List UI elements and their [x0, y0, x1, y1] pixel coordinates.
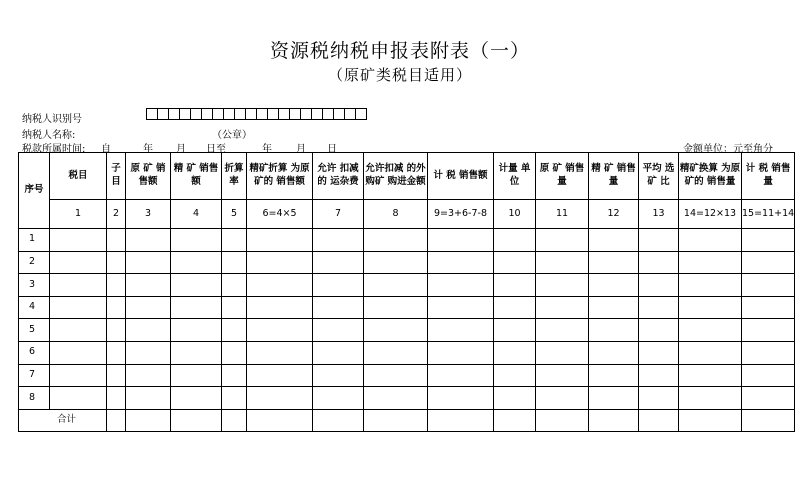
input-cell[interactable] [639, 341, 679, 364]
period-label: 税款所属时间: [22, 144, 86, 155]
column-header-text: 精 矿 销售量 [591, 163, 636, 187]
input-cell[interactable] [50, 319, 107, 342]
input-cell[interactable] [742, 251, 795, 274]
input-cell[interactable] [679, 387, 742, 410]
column-number: 14=12×13 [679, 200, 742, 229]
input-cell[interactable] [50, 251, 107, 274]
input-cell[interactable] [222, 319, 247, 342]
table-row [19, 296, 795, 319]
input-cell[interactable] [364, 387, 428, 410]
total-cell[interactable] [679, 409, 742, 432]
total-cell[interactable] [742, 409, 795, 432]
input-cell[interactable] [126, 341, 171, 364]
input-cell[interactable] [222, 229, 247, 252]
input-cell[interactable] [639, 387, 679, 410]
input-cell[interactable] [742, 296, 795, 319]
column-header [50, 153, 107, 200]
input-cell[interactable] [589, 319, 639, 342]
row-number: 1 [19, 229, 50, 252]
input-cell[interactable] [639, 364, 679, 387]
input-cell[interactable] [536, 364, 589, 387]
total-cell[interactable] [171, 409, 222, 432]
page-subtitle: （原矿类税目适用） [327, 66, 472, 84]
input-cell[interactable] [313, 274, 364, 297]
total-cell[interactable] [222, 409, 247, 432]
taxpayer-id-boxes[interactable] [146, 108, 366, 120]
input-cell[interactable] [679, 274, 742, 297]
input-cell[interactable] [742, 319, 795, 342]
column-header-text: 原 矿 销售量 [539, 163, 585, 187]
input-cell[interactable] [364, 274, 428, 297]
column-header [107, 153, 126, 200]
column-number: 10 [494, 200, 536, 229]
input-cell[interactable] [107, 296, 126, 319]
input-cell[interactable] [364, 296, 428, 319]
input-cell[interactable] [50, 387, 107, 410]
input-cell[interactable] [171, 251, 222, 274]
input-cell[interactable] [639, 319, 679, 342]
row-number: 8 [19, 387, 50, 410]
input-cell[interactable] [313, 296, 364, 319]
taxpayer-name-label: 纳税人名称: [22, 130, 76, 141]
input-cell[interactable] [589, 387, 639, 410]
input-cell[interactable] [536, 251, 589, 274]
input-cell[interactable] [679, 319, 742, 342]
input-cell[interactable] [536, 274, 589, 297]
row-number: 7 [19, 364, 50, 387]
input-cell[interactable] [536, 296, 589, 319]
period-day-to: 日至 [206, 144, 226, 155]
column-number: 9=3+6-7-8 [428, 200, 494, 229]
input-cell[interactable] [222, 251, 247, 274]
input-cell[interactable] [50, 364, 107, 387]
column-number: 8 [364, 200, 428, 229]
total-label: 合计 [19, 409, 107, 432]
input-cell[interactable] [679, 341, 742, 364]
column-number: 1 [50, 200, 107, 229]
column-number: 3 [126, 200, 171, 229]
total-cell[interactable] [126, 409, 171, 432]
amount-unit: 金额单位：元至角分 [683, 144, 773, 155]
input-cell[interactable] [364, 229, 428, 252]
total-row [19, 409, 795, 432]
total-cell[interactable] [536, 409, 589, 432]
table-row [19, 341, 795, 364]
total-cell[interactable] [639, 409, 679, 432]
input-cell[interactable] [222, 274, 247, 297]
table-row [19, 274, 795, 297]
input-cell[interactable] [679, 296, 742, 319]
input-cell[interactable] [107, 319, 126, 342]
input-cell[interactable] [639, 274, 679, 297]
row-number: 6 [19, 341, 50, 364]
period-month2: 月 [296, 144, 306, 155]
period-from: 自 [101, 144, 111, 155]
column-header [126, 153, 171, 200]
input-cell[interactable] [171, 229, 222, 252]
column-header-text: 精 矿 销售额 [173, 163, 219, 187]
input-cell[interactable] [679, 251, 742, 274]
input-cell[interactable] [247, 319, 313, 342]
column-header-text: 允许 扣减的 运杂费 [317, 163, 359, 187]
header-row [19, 153, 795, 200]
input-cell[interactable] [494, 364, 536, 387]
input-cell[interactable] [222, 364, 247, 387]
input-cell[interactable] [536, 229, 589, 252]
input-cell[interactable] [126, 319, 171, 342]
input-cell[interactable] [364, 341, 428, 364]
input-cell[interactable] [428, 319, 494, 342]
input-cell[interactable] [742, 341, 795, 364]
input-cell[interactable] [313, 319, 364, 342]
row-number: 4 [19, 296, 50, 319]
column-number: 7 [313, 200, 364, 229]
input-cell[interactable] [313, 229, 364, 252]
column-number: 2 [107, 200, 126, 229]
column-number: 5 [222, 200, 247, 229]
seal-label: （公章） [212, 130, 252, 141]
input-cell[interactable] [364, 319, 428, 342]
input-cell[interactable] [247, 274, 313, 297]
column-header-text: 计量 单位 [498, 163, 531, 187]
input-cell[interactable] [589, 296, 639, 319]
input-cell[interactable] [428, 364, 494, 387]
input-cell[interactable] [107, 251, 126, 274]
input-cell[interactable] [679, 229, 742, 252]
column-header [222, 153, 247, 200]
table-row [19, 364, 795, 387]
input-cell[interactable] [107, 341, 126, 364]
table-row [19, 251, 795, 274]
row-number: 2 [19, 251, 50, 274]
input-cell[interactable] [313, 251, 364, 274]
input-cell[interactable] [171, 387, 222, 410]
input-cell[interactable] [494, 319, 536, 342]
column-number: 15=11+14 [742, 200, 795, 229]
input-cell[interactable] [494, 229, 536, 252]
input-cell[interactable] [742, 274, 795, 297]
column-header-text: 允许扣减 的外购矿 购进金额 [365, 163, 426, 187]
input-cell[interactable] [589, 341, 639, 364]
input-cell[interactable] [364, 251, 428, 274]
input-cell[interactable] [589, 274, 639, 297]
input-cell[interactable] [589, 364, 639, 387]
column-header [536, 153, 589, 200]
input-cell[interactable] [171, 274, 222, 297]
input-cell[interactable] [171, 319, 222, 342]
total-cell[interactable] [247, 409, 313, 432]
column-header-text: 平均 选矿 比 [642, 163, 675, 187]
input-cell[interactable] [589, 229, 639, 252]
input-cell[interactable] [107, 364, 126, 387]
input-cell[interactable] [126, 387, 171, 410]
column-number: 4 [171, 200, 222, 229]
input-cell[interactable] [107, 274, 126, 297]
input-cell[interactable] [494, 296, 536, 319]
input-cell[interactable] [171, 296, 222, 319]
input-cell[interactable] [126, 274, 171, 297]
total-cell[interactable] [494, 409, 536, 432]
total-cell[interactable] [313, 409, 364, 432]
input-cell[interactable] [428, 341, 494, 364]
table-row [19, 319, 795, 342]
page-title: 资源税纳税申报表附表（一） [269, 40, 530, 62]
input-cell[interactable] [428, 387, 494, 410]
input-cell[interactable] [247, 364, 313, 387]
input-cell[interactable] [222, 296, 247, 319]
column-header-text: 计 税 销售量 [745, 163, 791, 187]
input-cell[interactable] [494, 341, 536, 364]
column-number-row [19, 200, 795, 229]
period-day2: 日 [327, 144, 337, 155]
period-month1: 月 [176, 144, 186, 155]
input-cell[interactable] [313, 341, 364, 364]
taxpayer-id-label: 纳税人识别号 [22, 114, 82, 125]
input-cell[interactable] [126, 229, 171, 252]
column-header-text: 折算率 [224, 163, 244, 187]
input-cell[interactable] [126, 251, 171, 274]
input-cell[interactable] [247, 341, 313, 364]
column-number: 12 [589, 200, 639, 229]
input-cell[interactable] [222, 387, 247, 410]
input-cell[interactable] [742, 364, 795, 387]
total-cell[interactable] [589, 409, 639, 432]
input-cell[interactable] [313, 387, 364, 410]
input-cell[interactable] [536, 319, 589, 342]
column-number: 13 [639, 200, 679, 229]
input-cell[interactable] [222, 341, 247, 364]
column-header-text: 税目 [68, 169, 88, 181]
input-cell[interactable] [639, 229, 679, 252]
column-header-text: 序号 [24, 184, 44, 196]
period-year1: 年 [143, 144, 153, 155]
input-cell[interactable] [494, 387, 536, 410]
input-cell[interactable] [364, 364, 428, 387]
column-header [247, 153, 313, 200]
input-cell[interactable] [126, 364, 171, 387]
column-header [19, 153, 50, 229]
column-header [364, 153, 428, 200]
column-header [313, 153, 364, 200]
input-cell[interactable] [679, 364, 742, 387]
column-header [742, 153, 795, 200]
input-cell[interactable] [50, 341, 107, 364]
column-header-text: 精矿换算 为原矿的 销售量 [679, 163, 741, 187]
input-cell[interactable] [50, 274, 107, 297]
period-year2: 年 [262, 144, 272, 155]
input-cell[interactable] [536, 341, 589, 364]
input-cell[interactable] [247, 229, 313, 252]
column-header-text: 精矿折算 为原矿的 销售额 [249, 163, 310, 187]
input-cell[interactable] [536, 387, 589, 410]
column-number: 6=4×5 [247, 200, 313, 229]
input-cell[interactable] [171, 364, 222, 387]
total-cell[interactable] [428, 409, 494, 432]
column-header [494, 153, 536, 200]
input-cell[interactable] [428, 229, 494, 252]
total-cell[interactable] [364, 409, 428, 432]
table-row [19, 387, 795, 410]
total-cell[interactable] [107, 409, 126, 432]
input-cell[interactable] [639, 251, 679, 274]
input-cell[interactable] [247, 387, 313, 410]
input-cell[interactable] [494, 251, 536, 274]
column-header [171, 153, 222, 200]
id-digit-box[interactable] [355, 108, 367, 120]
input-cell[interactable] [313, 364, 364, 387]
column-number: 11 [536, 200, 589, 229]
input-cell[interactable] [428, 274, 494, 297]
input-cell[interactable] [171, 341, 222, 364]
table-row [19, 229, 795, 252]
input-cell[interactable] [742, 229, 795, 252]
column-header [428, 153, 494, 200]
input-cell[interactable] [639, 296, 679, 319]
input-cell[interactable] [50, 296, 107, 319]
input-cell[interactable] [107, 229, 126, 252]
input-cell[interactable] [247, 296, 313, 319]
input-cell[interactable] [589, 251, 639, 274]
declaration-table [18, 152, 795, 432]
column-header [679, 153, 742, 200]
row-number: 5 [19, 319, 50, 342]
column-header-text: 原 矿 销售额 [130, 163, 166, 187]
input-cell[interactable] [50, 229, 107, 252]
input-cell[interactable] [742, 387, 795, 410]
input-cell[interactable] [107, 387, 126, 410]
input-cell[interactable] [428, 251, 494, 274]
column-header [589, 153, 639, 200]
input-cell[interactable] [428, 296, 494, 319]
input-cell[interactable] [247, 251, 313, 274]
input-cell[interactable] [494, 274, 536, 297]
column-header-text: 计 税 销售额 [433, 169, 488, 181]
row-number: 3 [19, 274, 50, 297]
input-cell[interactable] [126, 296, 171, 319]
column-header [639, 153, 679, 200]
column-header-text: 子目 [111, 163, 121, 187]
